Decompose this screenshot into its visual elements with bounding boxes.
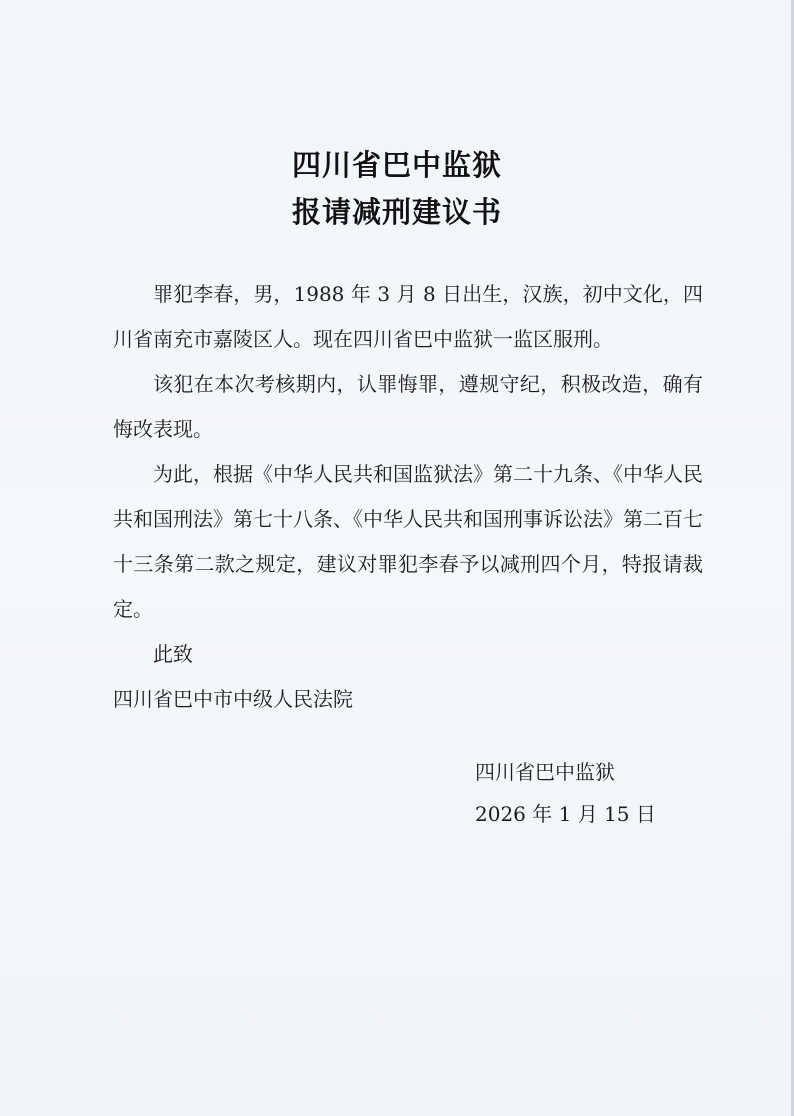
paragraph-legal-basis: 为此，根据《中华人民共和国监狱法》第二十九条、《中华人民共和国刑法》第七十八条、《中华人民共和国刑事诉讼法》第二百七十三条第二款之规定，建议对罪犯李春予以减刑四个月，特报请裁定。: [113, 462, 703, 621]
paragraph-inmate-info: 罪犯李春，男，1988 年 3 月 8 日出生，汉族，初中文化，四川省南充市嘉陵区人。现在四川省巴中监狱一监区服刑。: [113, 282, 703, 351]
title-line-1: 四川省巴中监狱: [291, 148, 502, 182]
signature-date: 2026 年 1 月 15 日: [475, 802, 656, 826]
recipient: 四川省巴中市中级人民法院: [113, 687, 353, 711]
signature-organization: 四川省巴中监狱: [475, 760, 615, 784]
document-body: [113, 272, 703, 722]
paragraph-closing: 此致: [153, 642, 193, 666]
signature-block: [475, 751, 656, 835]
title-line-2: 报请减刑建议书: [291, 195, 502, 229]
document-title: [0, 142, 794, 236]
paragraph-assessment: 该犯在本次考核期内，认罪悔罪，遵规守纪，积极改造，确有悔改表现。: [113, 372, 703, 441]
